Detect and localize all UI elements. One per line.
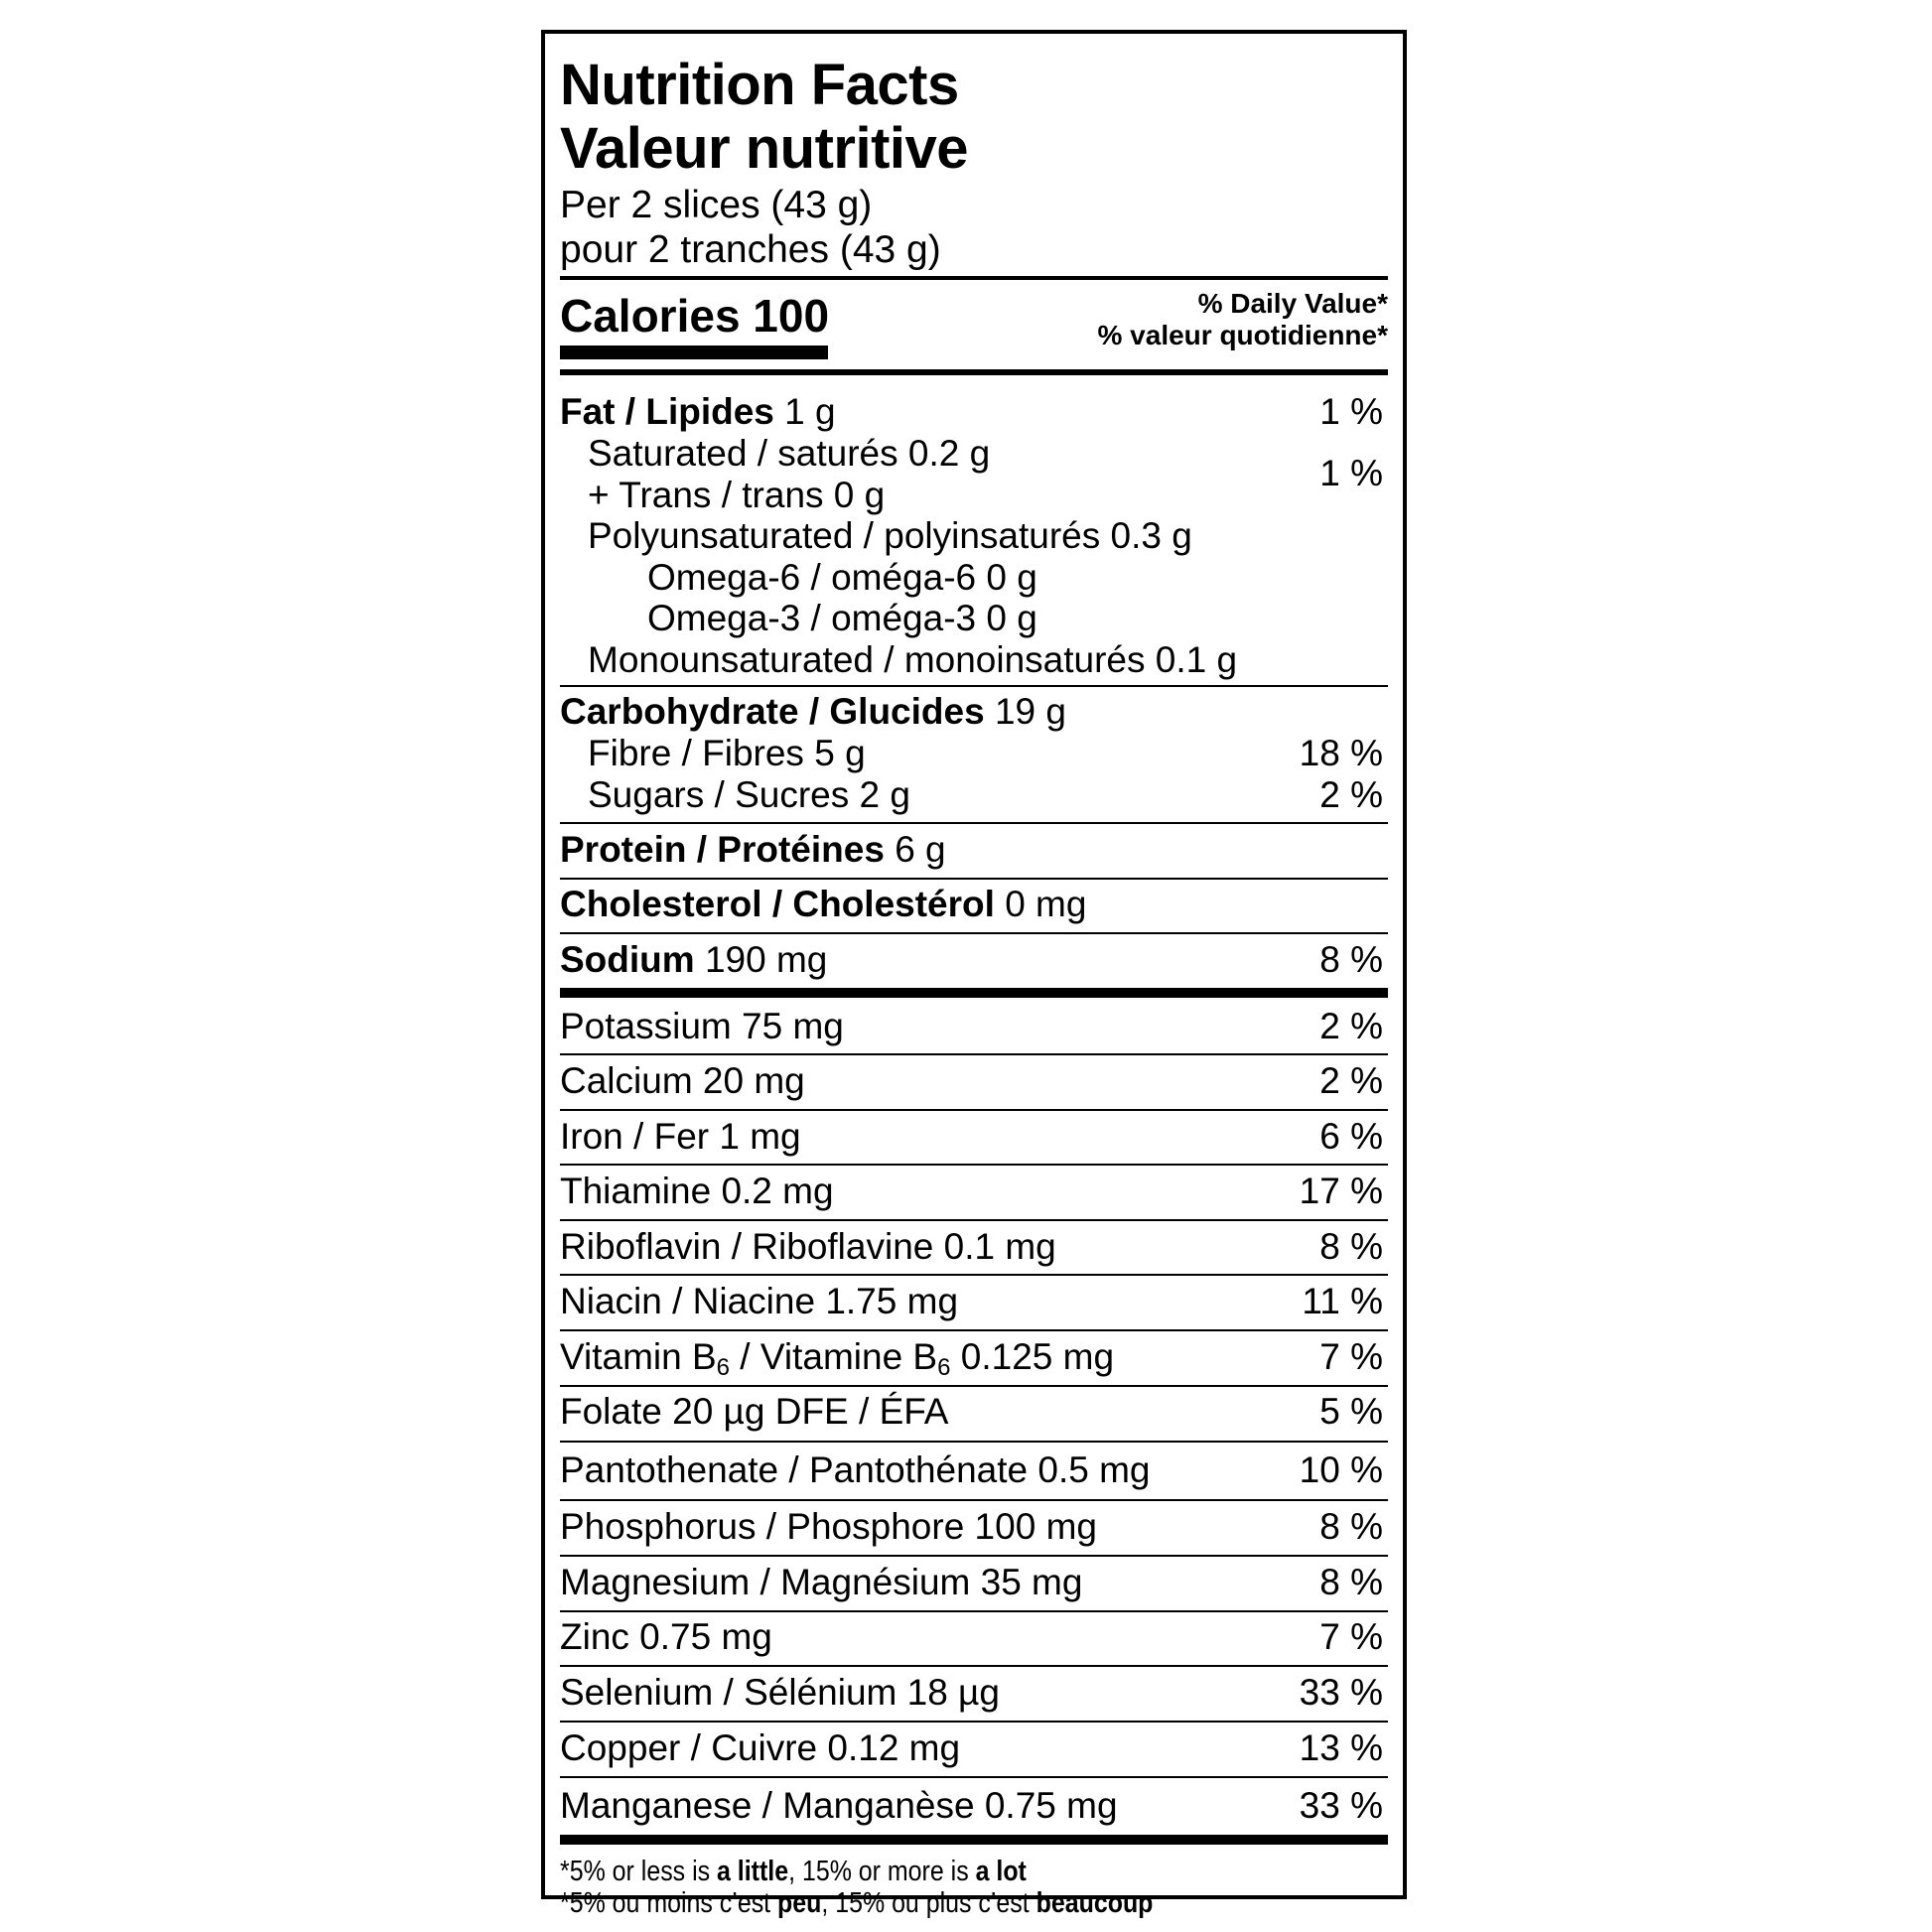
- daily-value-pct: 33 %: [1299, 1785, 1383, 1826]
- nutrient-label: Fibre / Fibres 5 g: [588, 733, 866, 773]
- nutrient-amount: 19 g: [984, 691, 1066, 732]
- daily-value-header-fr: % valeur quotidienne*: [1097, 320, 1388, 350]
- nutrient-name: Cholesterol / Cholestérol: [560, 884, 995, 924]
- nutrient-name: Carbohydrate / Glucides: [560, 691, 985, 732]
- calories: Calories 100: [560, 290, 830, 342]
- daily-value-header-en: % Daily Value*: [1197, 288, 1388, 319]
- nutrient-amount: 190 mg: [694, 939, 828, 980]
- daily-value-pct: 1 %: [1319, 453, 1383, 493]
- footnote-emphasis: a lot: [975, 1856, 1027, 1887]
- divider: [560, 276, 1388, 280]
- daily-value-pct: 1 %: [1319, 391, 1383, 432]
- nutrient-label: / Vitamine B: [730, 1336, 938, 1377]
- title-fr: Valeur nutritive: [560, 116, 969, 181]
- divider: [560, 932, 1388, 934]
- daily-value-pct: 2 %: [1319, 1006, 1383, 1046]
- daily-value-pct: 7 %: [1319, 1336, 1383, 1377]
- nutrient-label: Sugars / Sucres 2 g: [588, 774, 910, 815]
- daily-value-pct: 18 %: [1299, 733, 1383, 773]
- nutrient-label: Omega-6 / oméga-6 0 g: [647, 557, 1037, 598]
- divider: [560, 1164, 1388, 1166]
- footnote-text: *5% ou moins c’est: [560, 1887, 778, 1919]
- serving-size-en: Per 2 slices (43 g): [560, 184, 873, 226]
- nutrient-amount: 6 g: [884, 829, 946, 870]
- nutrient-label: Vitamin B: [560, 1336, 717, 1377]
- divider: [560, 1499, 1388, 1501]
- subscript: 6: [716, 1354, 731, 1381]
- divider: [560, 685, 1388, 687]
- daily-value-pct: 7 %: [1319, 1616, 1383, 1657]
- nutrient-label: Pantothenate / Pantothénate 0.5 mg: [560, 1449, 1151, 1490]
- divider: [560, 1109, 1388, 1111]
- daily-value-pct: 8 %: [1319, 1226, 1383, 1267]
- footnote-text: , 15% ou plus c’est: [821, 1887, 1036, 1919]
- divider: [560, 369, 1388, 375]
- divider: [560, 1219, 1388, 1221]
- daily-value-pct: 5 %: [1319, 1391, 1383, 1432]
- divider: [560, 1329, 1388, 1331]
- footnote-text: *5% or less is: [560, 1856, 718, 1887]
- nutrient-label: Calcium 20 mg: [560, 1060, 805, 1101]
- nutrient-name: Protein / Protéines: [560, 829, 885, 870]
- serving-size-fr: pour 2 tranches (43 g): [560, 228, 941, 271]
- daily-value-pct: 2 %: [1319, 774, 1383, 815]
- nutrient-amount: 1 g: [773, 391, 836, 432]
- divider: [560, 822, 1388, 824]
- daily-value-pct: 8 %: [1319, 1506, 1383, 1547]
- nutrient-label: + Trans / trans 0 g: [588, 475, 886, 515]
- thick-divider: [560, 988, 1388, 998]
- divider: [560, 1441, 1388, 1443]
- daily-value-pct: 6 %: [1319, 1116, 1383, 1157]
- daily-value-pct: 33 %: [1299, 1672, 1383, 1713]
- thick-divider: [560, 1835, 1388, 1845]
- nutrient-name: Sodium: [560, 939, 695, 980]
- daily-value-pct: 2 %: [1319, 1060, 1383, 1101]
- daily-value-pct: 17 %: [1299, 1171, 1383, 1211]
- nutrient-label: Magnesium / Magnésium 35 mg: [560, 1562, 1083, 1602]
- daily-value-pct: 10 %: [1299, 1449, 1383, 1490]
- divider: [560, 1776, 1388, 1778]
- nutrient-amount: 0 mg: [994, 884, 1087, 924]
- nutrient-label: Selenium / Sélénium 18 µg: [560, 1672, 1000, 1713]
- nutrient-label: Iron / Fer 1 mg: [560, 1116, 801, 1157]
- daily-value-pct: 11 %: [1302, 1281, 1383, 1321]
- divider: [560, 1385, 1388, 1387]
- footnote-text: , 15% or more is: [788, 1856, 976, 1887]
- divider: [560, 1274, 1388, 1276]
- footnote-fr: [560, 1886, 1153, 1920]
- daily-value-pct: 13 %: [1299, 1727, 1383, 1768]
- footnote-emphasis: beaucoup: [1035, 1887, 1154, 1919]
- divider: [560, 1665, 1388, 1667]
- nutrient-label: Polyunsaturated / polyinsaturés 0.3 g: [588, 515, 1192, 556]
- subscript: 6: [937, 1354, 951, 1381]
- nutrient-name: Fat / Lipides: [560, 391, 774, 432]
- nutrient-label: Omega-3 / oméga-3 0 g: [647, 598, 1037, 638]
- nutrient-label: Monounsaturated / monoinsaturés 0.1 g: [588, 639, 1238, 680]
- daily-value-pct: 8 %: [1319, 939, 1383, 980]
- nutrient-label: Copper / Cuivre 0.12 mg: [560, 1727, 961, 1768]
- calories-bar: [560, 345, 828, 359]
- divider: [560, 878, 1388, 880]
- nutrient-amount: 0.125 mg: [950, 1336, 1115, 1377]
- nutrient-label: Saturated / saturés 0.2 g: [588, 433, 991, 474]
- footnote-en: [560, 1855, 1027, 1888]
- footnote-emphasis: peu: [777, 1887, 822, 1919]
- footnote-emphasis: a little: [717, 1856, 789, 1887]
- nutrient-label: Folate 20 µg DFE / ÉFA: [560, 1391, 949, 1432]
- panel-content: [560, 34, 1388, 1919]
- nutrient-label: Zinc 0.75 mg: [560, 1616, 772, 1657]
- daily-value-pct: 8 %: [1319, 1562, 1383, 1602]
- nutrient-label: Potassium 75 mg: [560, 1006, 844, 1046]
- divider: [560, 1610, 1388, 1612]
- title-en: Nutrition Facts: [560, 53, 959, 117]
- nutrient-label: Niacin / Niacine 1.75 mg: [560, 1281, 959, 1321]
- nutrient-label: Manganese / Manganèse 0.75 mg: [560, 1785, 1118, 1826]
- nutrition-facts-panel: [541, 30, 1407, 1919]
- divider: [560, 1053, 1388, 1055]
- divider: [560, 1555, 1388, 1557]
- nutrient-label: Riboflavin / Riboflavine 0.1 mg: [560, 1226, 1056, 1267]
- divider: [560, 1721, 1388, 1723]
- nutrient-label: Phosphorus / Phosphore 100 mg: [560, 1506, 1097, 1547]
- nutrient-label: Thiamine 0.2 mg: [560, 1171, 834, 1211]
